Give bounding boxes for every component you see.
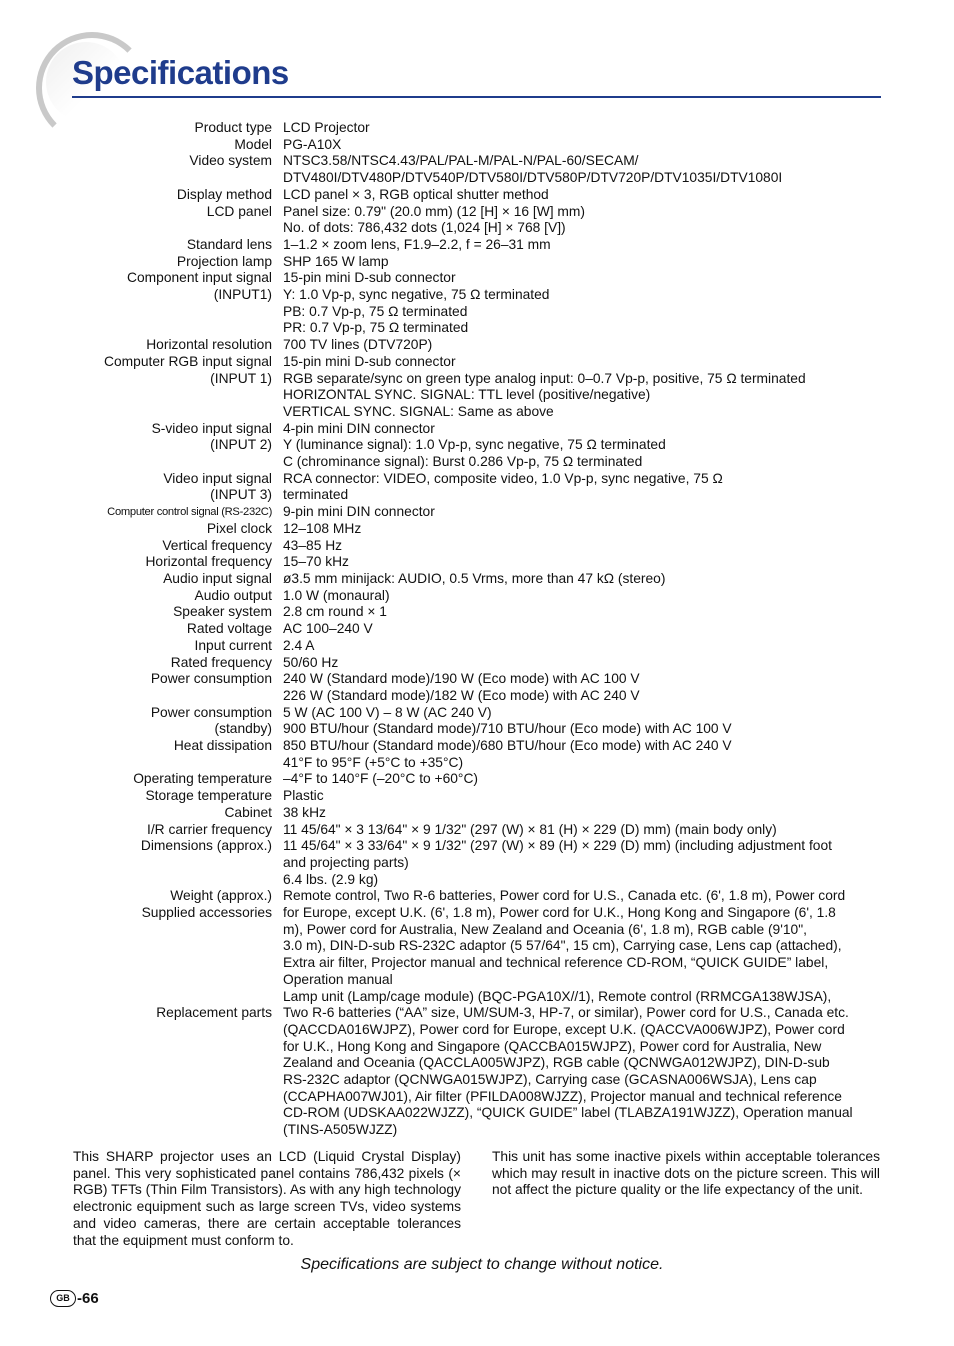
spec-value: CD-ROM (UDSKAA022WJZZ), “QUICK GUIDE” label (TLABZA191WJZZ), Operation manual [283, 1105, 853, 1121]
spec-label [0, 688, 272, 705]
spec-label [0, 872, 272, 889]
page-title: Specifications [72, 54, 289, 91]
spec-value: 41°F to 95°F (+5°C to +35°C) [283, 754, 464, 770]
spec-label: Video input signal [163, 470, 272, 486]
lcd-note-left: This SHARP projector uses an LCD (Liquid Crystal Display) panel. This very sophisticated panel contains 786,432 pixels (× RGB) TFTs (Thin Film Transistors). As with any high technology electronic equipment such as large screen TVs, video systems and video cameras, there are certain acceptable tolerances that the equipment must conform to. [73, 1149, 461, 1248]
spec-value: No. of dots: 786,432 dots (1,024 [H] × 768 [V]) [283, 220, 566, 236]
spec-row [0, 371, 954, 388]
spec-label [0, 755, 272, 772]
spec-value: PG-A10X [283, 136, 342, 152]
page-number: -66 [77, 1290, 99, 1307]
spec-row [0, 755, 954, 772]
spec-value: 15-pin mini D-sub connector [283, 270, 456, 286]
spec-value: 11 45/64" × 3 13/64" × 9 1/32" (297 (W) × 81 (H) × 229 (D) mm) (main body only) [283, 821, 777, 837]
disclaimer: Specifications are subject to change without notice. [300, 1256, 664, 1273]
spec-row [0, 638, 954, 655]
spec-row [0, 137, 954, 154]
spec-label [0, 304, 272, 321]
spec-row [0, 237, 954, 254]
spec-label: Speaker system [173, 604, 272, 620]
spec-row [0, 705, 954, 722]
spec-row [0, 571, 954, 588]
spec-value: 700 TV lines (DTV720P) [283, 337, 433, 353]
spec-row [0, 788, 954, 805]
spec-label: I/R carrier frequency [147, 821, 272, 837]
spec-row [0, 1122, 954, 1139]
spec-value: 50/60 Hz [283, 654, 339, 670]
spec-label: Storage temperature [145, 788, 272, 804]
spec-label: (standby) [214, 721, 272, 737]
spec-value: NTSC3.58/NTSC4.43/PAL/PAL-M/PAL-N/PAL-60/SECAM/ [283, 153, 639, 169]
spec-value: 2.8 cm round × 1 [283, 604, 387, 620]
spec-row [0, 404, 954, 421]
page-footer [50, 1290, 99, 1307]
spec-row [0, 1005, 954, 1022]
spec-row [0, 504, 954, 521]
spec-row [0, 1089, 954, 1106]
spec-value: Two R-6 batteries (“AA” size, UM/SUM-3, HP-7, or similar), Power cord for U.S., Canada etc. [283, 1005, 849, 1021]
spec-value: Extra air filter, Projector manual and technical reference CD-ROM, “QUICK GUIDE” label, [283, 955, 829, 971]
spec-label: (INPUT 3) [210, 487, 272, 503]
spec-label [0, 1105, 272, 1122]
spec-label: Rated frequency [170, 654, 272, 670]
spec-label [0, 170, 272, 187]
spec-row [0, 938, 954, 955]
spec-value: RS-232C adaptor (QCNWGA015WJPZ), Carrying case (GCASNA006WSJA), Lens cap [283, 1072, 817, 1088]
spec-row [0, 220, 954, 237]
spec-value: (CCAPHA007WJ01), Air filter (PFILDA008WJZZ), Projector manual and technical reference [283, 1088, 842, 1104]
spec-label: Horizontal frequency [145, 554, 272, 570]
spec-value: ø3.5 mm minijack: AUDIO, 0.5 Vrms, more than 47 kΩ (stereo) [283, 570, 666, 586]
spec-label: Vertical frequency [162, 537, 272, 553]
spec-label: S-video input signal [151, 420, 272, 436]
spec-label: (INPUT1) [213, 287, 272, 303]
spec-row [0, 287, 954, 304]
spec-row [0, 170, 954, 187]
spec-row [0, 1022, 954, 1039]
spec-label: Product type [194, 120, 272, 135]
spec-row [0, 421, 954, 438]
spec-row [0, 972, 954, 989]
spec-value: PB: 0.7 Vp-p, 75 Ω terminated [283, 303, 468, 319]
spec-label [0, 404, 272, 421]
spec-row [0, 337, 954, 354]
spec-label [0, 938, 272, 955]
spec-row [0, 554, 954, 571]
spec-row [0, 588, 954, 605]
spec-label: Dimensions (approx.) [140, 838, 272, 854]
spec-value: Zealand and Oceania (QACCLA005WJPZ), RGB cable (QCNWGA012WJPZ), DIN-D-sub [283, 1055, 830, 1071]
spec-label: LCD panel [206, 203, 272, 219]
spec-label [0, 922, 272, 939]
spec-label: Replacement parts [156, 1005, 272, 1021]
spec-label: Video system [189, 153, 272, 169]
spec-row [0, 955, 954, 972]
spec-value: 1–1.2 × zoom lens, F1.9–2.2, f = 26–31 mm [283, 236, 551, 252]
spec-value: 6.4 lbs. (2.9 kg) [283, 871, 379, 887]
spec-value: –4°F to 140°F (–20°C to +60°C) [283, 771, 479, 787]
spec-value: Panel size: 0.79" (20.0 mm) (12 [H] × 16 [W] mm) [283, 203, 586, 219]
spec-label: Computer control signal (RS-232C) [107, 506, 272, 519]
spec-label [0, 220, 272, 237]
spec-value: and projecting parts) [283, 854, 409, 870]
spec-label: Pixel clock [206, 520, 272, 536]
spec-label: Power consumption [150, 704, 272, 720]
spec-label: (INPUT 1) [210, 370, 272, 386]
spec-value: 5 W (AC 100 V) – 8 W (AC 240 V) [283, 704, 492, 720]
spec-row [0, 187, 954, 204]
spec-label: Power consumption [150, 671, 272, 687]
spec-label [0, 855, 272, 872]
spec-value: Plastic [283, 788, 324, 804]
spec-row [0, 1039, 954, 1056]
spec-value: 38 kHz [283, 804, 326, 820]
spec-row [0, 805, 954, 822]
spec-value: 9-pin mini DIN connector [283, 504, 435, 520]
spec-row [0, 738, 954, 755]
spec-row [0, 454, 954, 471]
spec-label: Standard lens [186, 236, 272, 252]
spec-label [0, 320, 272, 337]
spec-label: Display method [176, 186, 272, 202]
spec-label: Input current [194, 637, 272, 653]
spec-value: for U.K., Hong Kong and Singapore (QACCBA015WJPZ), Power cord for Australia, New [283, 1038, 822, 1054]
spec-row [0, 888, 954, 905]
lcd-note-right: This unit has some inactive pixels within acceptable tolerances which may result in inactive dots on the picture screen. This will not affect the picture quality or the life expectancy of the unit. [492, 1149, 880, 1198]
spec-label: Audio output [194, 587, 272, 603]
spec-value: 226 W (Standard mode)/182 W (Eco mode) with AC 240 V [283, 687, 640, 703]
spec-value: 2.4 A [283, 637, 315, 653]
spec-value: terminated [283, 487, 349, 503]
spec-label [0, 1089, 272, 1106]
spec-label: (INPUT 2) [210, 437, 272, 453]
spec-value: 850 BTU/hour (Standard mode)/680 BTU/hour (Eco mode) with AC 240 V [283, 738, 732, 754]
region-badge: GB [50, 1290, 76, 1307]
spec-value: (QACCDA016WJPZ), Power cord for Europe, except U.K. (QACCVA006WJPZ), Power cord [283, 1021, 845, 1037]
spec-row [0, 604, 954, 621]
spec-value: 15-pin mini D-sub connector [283, 353, 456, 369]
spec-row [0, 1072, 954, 1089]
spec-value: VERTICAL SYNC. SIGNAL: Same as above [283, 403, 554, 419]
spec-label [0, 1055, 272, 1072]
spec-row [0, 671, 954, 688]
spec-value: C (chrominance signal): Burst 0.286 Vp-p, 75 Ω terminated [283, 454, 643, 470]
spec-row [0, 437, 954, 454]
spec-value: DTV480I/DTV480P/DTV540P/DTV580I/DTV580P/DTV720P/DTV1035I/DTV1080I [283, 170, 783, 186]
spec-row [0, 688, 954, 705]
spec-value: 11 45/64" × 3 33/64" × 9 1/32" (297 (W) × 89 (H) × 229 (D) mm) (including adjustment foot [283, 838, 832, 854]
spec-label: Projection lamp [176, 253, 272, 269]
spec-label [0, 1122, 272, 1139]
spec-row [0, 270, 954, 287]
spec-row [0, 621, 954, 638]
spec-label [0, 1072, 272, 1089]
spec-row [0, 521, 954, 538]
spec-row [0, 989, 954, 1006]
spec-value: AC 100–240 V [283, 621, 373, 637]
spec-label [0, 955, 272, 972]
spec-row [0, 254, 954, 271]
spec-row [0, 655, 954, 672]
spec-label [0, 454, 272, 471]
spec-value: Lamp unit (Lamp/cage module) (BQC-PGA10X//1), Remote control (RRMCGA138WJSA), [283, 988, 832, 1004]
spec-value: Operation manual [283, 971, 393, 987]
spec-label [0, 989, 272, 1006]
spec-row [0, 387, 954, 404]
specifications-table [0, 120, 954, 1139]
spec-row [0, 538, 954, 555]
spec-value: m), Power cord for Australia, New Zealand and Oceania (6', 1.8 m), RGB cable (9'10", [283, 921, 807, 937]
spec-value: HORIZONTAL SYNC. SIGNAL: TTL level (positive/negative) [283, 387, 651, 403]
spec-label: Rated voltage [186, 621, 272, 637]
spec-row [0, 487, 954, 504]
spec-row [0, 905, 954, 922]
spec-value: RCA connector: VIDEO, composite video, 1.0 Vp-p, sync negative, 75 Ω [283, 470, 723, 486]
spec-value: SHP 165 W lamp [283, 253, 389, 269]
spec-label: Computer RGB input signal [104, 353, 272, 369]
spec-label: Weight (approx.) [170, 888, 272, 904]
spec-label: Model [234, 136, 272, 152]
spec-row [0, 1055, 954, 1072]
spec-value: 1.0 W (monaural) [283, 587, 390, 603]
spec-row [0, 471, 954, 488]
spec-value: LCD Projector [283, 120, 370, 135]
spec-label: Horizontal resolution [146, 337, 272, 353]
spec-value: 240 W (Standard mode)/190 W (Eco mode) with AC 100 V [283, 671, 640, 687]
spec-value: PR: 0.7 Vp-p, 75 Ω terminated [283, 320, 469, 336]
spec-value: RGB separate/sync on green type analog input: 0–0.7 Vp-p, positive, 75 Ω terminated [283, 370, 806, 386]
spec-row [0, 153, 954, 170]
spec-row [0, 320, 954, 337]
spec-value: 43–85 Hz [283, 537, 343, 553]
spec-label: Component input signal [127, 270, 272, 286]
spec-row [0, 204, 954, 221]
spec-value: LCD panel × 3, RGB optical shutter method [283, 186, 549, 202]
spec-value: 4-pin mini DIN connector [283, 420, 435, 436]
spec-label [0, 1022, 272, 1039]
spec-label [0, 1039, 272, 1056]
spec-row [0, 721, 954, 738]
spec-row [0, 304, 954, 321]
spec-value: 15–70 kHz [283, 554, 349, 570]
spec-label: Operating temperature [133, 771, 272, 787]
spec-label: Heat dissipation [173, 738, 272, 754]
spec-row [0, 922, 954, 939]
spec-label [0, 972, 272, 989]
spec-value: Remote control, Two R-6 batteries, Power cord for U.S., Canada etc. (6', 1.8 m), Power cord [283, 888, 846, 904]
spec-row [0, 822, 954, 839]
spec-row [0, 872, 954, 889]
spec-row [0, 855, 954, 872]
spec-value: (TINS-A505WJZZ) [283, 1122, 398, 1138]
spec-value: Y: 1.0 Vp-p, sync negative, 75 Ω terminated [283, 287, 550, 303]
spec-label: Audio input signal [163, 570, 272, 586]
spec-value: Y (luminance signal): 1.0 Vp-p, sync negative, 75 Ω terminated [283, 437, 666, 453]
spec-label [0, 387, 272, 404]
spec-row [0, 354, 954, 371]
title-underline [72, 96, 881, 98]
spec-value: for Europe, except U.K. (6', 1.8 m), Power cord for U.K., Hong Kong and Singapore (6', 1.8 [283, 905, 836, 921]
spec-row [0, 838, 954, 855]
spec-row [0, 120, 954, 137]
spec-row [0, 1105, 954, 1122]
spec-label: Cabinet [224, 804, 272, 820]
spec-value: 900 BTU/hour (Standard mode)/710 BTU/hour (Eco mode) with AC 100 V [283, 721, 732, 737]
spec-row [0, 771, 954, 788]
spec-value: 3.0 m), DIN-D-sub RS-232C adaptor (5 57/64", 15 cm), Carrying case, Lens cap (attached), [283, 938, 842, 954]
spec-value: 12–108 MHz [283, 520, 362, 536]
spec-label: Supplied accessories [141, 905, 272, 921]
